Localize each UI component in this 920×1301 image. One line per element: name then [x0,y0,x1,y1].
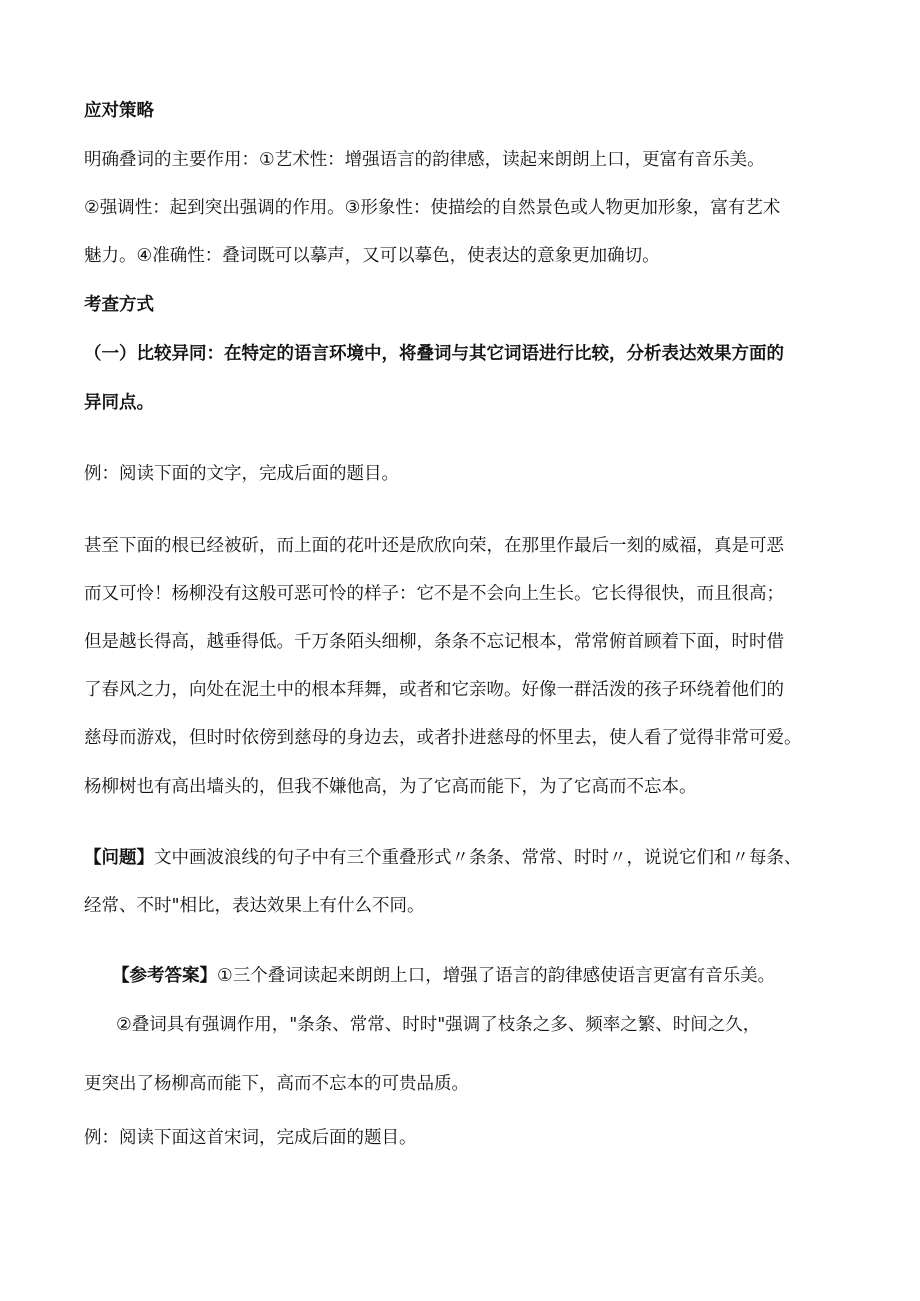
passage-line: 但是越长得高，越垂得低。千万条陌头细柳，条条不忘记根本，常常俯首顾着下面，时时借 [84,632,784,652]
method1-line-2: 异同点。 [84,393,154,413]
heading-strategy: 应对策略 [84,101,154,121]
question-text: 文中画波浪线的句子中有三个重叠形式〃条条、常常、时时〃，说说它们和〃每条、 [154,848,802,868]
passage-line: 慈母而游戏，但时时依傍到慈母的身边去，或者扑进慈母的怀里去，使人看了觉得非常可爱。 [84,728,802,748]
question-label: 【问题】 [84,848,154,868]
answer-label: 【参考答案】 [112,966,217,986]
answer-line-2: ②叠词具有强调作用，"条条、常常、时时"强调了枝条之多、频率之繁、时间之久， [116,1015,761,1035]
example-2-intro: 例：阅读下面这首宋词，完成后面的题目。 [84,1128,417,1148]
answer-text: ①三个叠词读起来朗朗上口，增强了语言的韵律感使语言更富有音乐美。 [217,966,776,986]
method1-line-1: （一）比较异同：在特定的语言环境中，将叠词与其它词语进行比较，分析表达效果方面的 [84,344,784,364]
question-line-2: 经常、不时"相比，表达效果上有什么不同。 [84,896,425,916]
heading-method: 考查方式 [84,295,154,315]
passage-line: 甚至下面的根已经被斫，而上面的花叶还是欣欣向荣，在那里作最后一刻的威福，真是可恶 [84,536,784,556]
question-line-1 [84,846,802,870]
strategy-line-1: 明确叠词的主要作用：①艺术性：增强语言的韵律感，读起来朗朗上口，更富有音乐美。 [84,150,765,170]
passage-line: 而又可怜！杨柳没有这般可恶可怜的样子：它不是不会向上生长。它长得很快，而且很高； [84,584,784,604]
strategy-line-3: 魅力。④准确性：叠词既可以摹声，又可以摹色，使表达的意象更加确切。 [84,246,660,266]
answer-line-1 [112,964,775,988]
passage-line: 杨柳树也有高出墙头的，但我不嫌他高，为了它高而能下，为了它高而不忘本。 [84,777,697,797]
passage-line: 了春风之力，向处在泥土中的根本拜舞，或者和它亲吻。好像一群活泼的孩子环绕着他们的 [84,680,784,700]
answer-line-3: 更突出了杨柳高而能下，高而不忘本的可贵品质。 [84,1074,469,1094]
example-1-intro: 例：阅读下面的文字，完成后面的题目。 [84,464,399,484]
strategy-line-2: ②强调性：起到突出强调的作用。③形象性：使描绘的自然景色或人物更加形象，富有艺术 [84,198,781,218]
